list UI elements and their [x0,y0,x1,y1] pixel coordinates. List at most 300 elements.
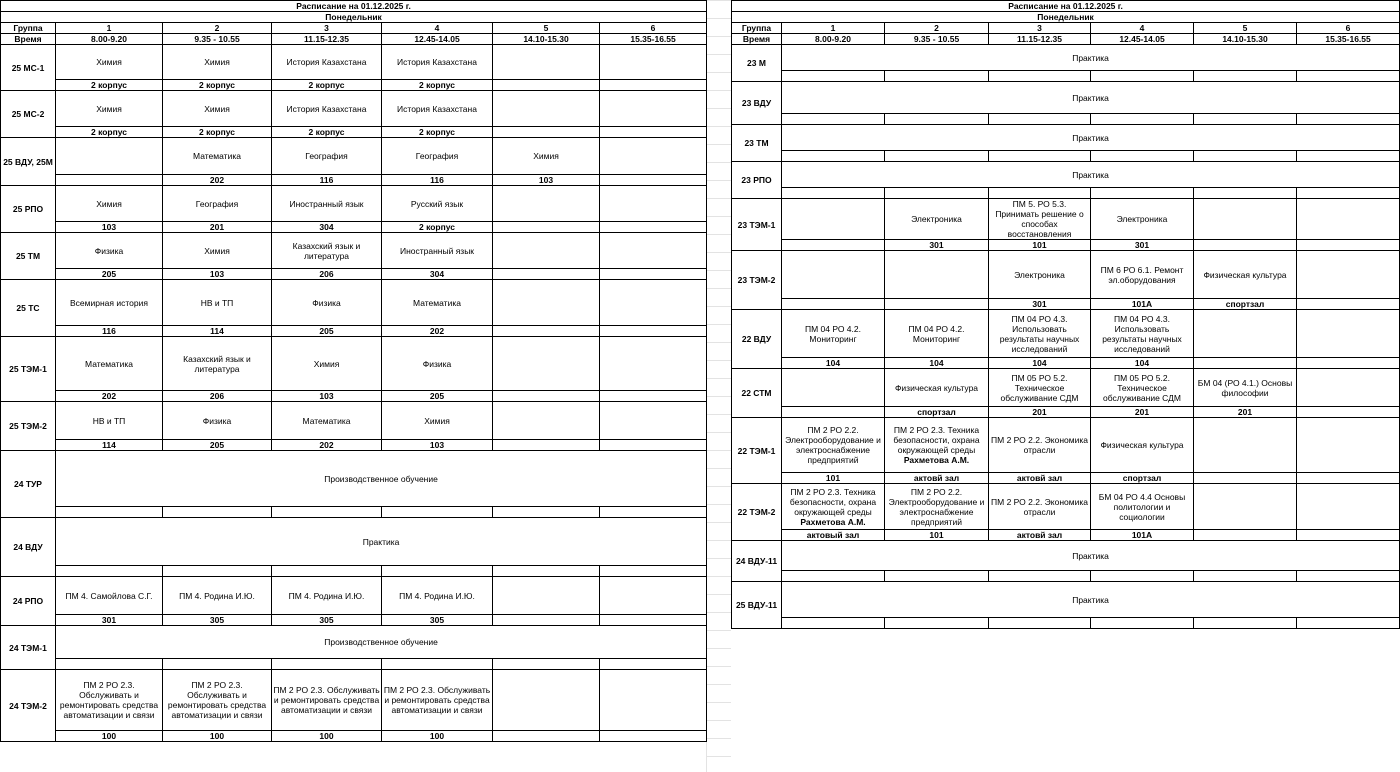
room-cell: 104 [1091,358,1194,369]
subject-text: БМ 04 (РО 4.1.) Основы философии [1197,377,1293,398]
subject-text: БМ 04 РО 4.4 Основы политологии и социологии [1098,491,1186,522]
room-cell [1297,71,1400,82]
subject-text: Химия [96,57,122,67]
room-cell [989,571,1091,582]
subject-cell [989,418,1091,473]
room-cell: 304 [272,222,382,233]
room-cell [382,659,493,670]
subject-cell [1297,251,1400,299]
room-cell: спортзал [1194,299,1297,310]
subject-cell [989,484,1091,530]
group-room-row [732,571,1400,582]
subject-cell [163,45,272,80]
group-room-row [1,222,707,233]
subject-text: Химия [533,151,559,161]
subject-cell [1194,251,1297,299]
room-cell: 2 корпус [382,222,493,233]
room-cell: 305 [272,615,382,626]
room-cell: 2 корпус [272,80,382,91]
room-cell [600,731,707,742]
subject-text: ПМ 04 РО 4.3. Использовать результаты научных исследований [1102,313,1182,354]
group-name: 25 МС-2 [1,91,56,138]
subject-cell [163,138,272,175]
room-cell [989,151,1091,162]
room-cell: 114 [163,326,272,337]
subject-text: ПМ 05 РО 5.2. Техническое обслуживание СДМ [1000,372,1079,403]
subject-cell [1091,369,1194,407]
subject-cell [382,280,493,326]
pair-time: 14.10-15.30 [1194,34,1297,45]
group-room-row [732,151,1400,162]
subject-cell [382,233,493,269]
group-subject-row [1,402,707,440]
room-cell [600,127,707,138]
subject-cell [600,280,707,326]
room-cell [1297,571,1400,582]
room-cell [600,222,707,233]
subject-text: НВ и ТП [92,415,126,426]
subject-text: Физическая культура [1203,269,1287,280]
subject-text: ПМ 4. Родина И.Ю. [179,590,255,601]
day-label: Понедельник [732,12,1400,23]
room-cell [782,618,885,629]
room-cell [1297,240,1400,251]
subject-cell [272,670,382,731]
day-row [1,12,707,23]
subject-text: Химия [313,358,340,369]
room-cell [600,566,707,577]
subject-cell [1297,199,1400,240]
subject-text: Химия [204,103,230,114]
title-row [1,1,707,12]
merged-activity: Практика [782,82,1400,114]
pair-number: 2 [163,23,272,34]
room-cell [493,80,600,91]
subject-text: ПМ 2 РО 2.3. Обслуживать и ремонтировать средства автоматизации и связи [167,680,267,720]
subject-cell [493,233,600,269]
room-cell [885,114,989,125]
room-cell [1091,188,1194,199]
room-cell: 103 [493,175,600,186]
group-subject-row [1,518,707,566]
group-name: 24 ТЭМ-2 [1,670,56,742]
merged-activity: Практика [782,162,1400,188]
subject-cell [600,45,707,80]
subject-cell [1194,484,1297,530]
group-name: 24 ТЭМ-1 [1,626,56,670]
subject-text: География [305,151,348,161]
subject-text: Казахский язык и литература [183,353,251,374]
subject-cell [600,577,707,615]
subject-cell [600,337,707,391]
subject-cell [782,484,885,530]
subject-cell [600,138,707,175]
subject-cell [600,186,707,222]
room-cell [600,80,707,91]
room-cell [782,240,885,251]
room-cell: актовй зал [989,473,1091,484]
group-room-row [1,127,707,138]
group-room-row [1,615,707,626]
room-cell: 201 [1091,407,1194,418]
room-cell [56,659,163,670]
merged-activity: Практика [782,541,1400,571]
group-subject-row [1,670,707,731]
subject-cell [56,577,163,615]
subject-cell [56,670,163,731]
room-cell: 101 [782,473,885,484]
subject-text: Математика [193,151,241,161]
subject-text: ПМ 2 РО 2.2. Экономика отрасли [991,435,1088,455]
group-name: 23 РПО [732,162,782,199]
group-subject-row [732,369,1400,407]
subject-cell [272,45,382,80]
group-name: 23 М [732,45,782,82]
merged-activity: Производственное обучение [56,626,707,659]
subject-text: Электроника [911,214,962,224]
room-cell: актовй зал [885,473,989,484]
subject-text: Физическая культура [1100,440,1184,450]
room-cell: 103 [382,440,493,451]
room-cell: 101 [885,530,989,541]
pair-time: 15.35-16.55 [600,34,707,45]
subject-cell [989,369,1091,407]
pair-time: 8.00-9.20 [782,34,885,45]
room-cell [989,618,1091,629]
room-cell: 205 [56,269,163,280]
group-room-row [1,80,707,91]
room-cell [1091,618,1194,629]
subject-cell [989,310,1091,358]
subject-cell [382,670,493,731]
subject-cell [56,280,163,326]
room-cell [600,615,707,626]
subject-cell [600,233,707,269]
time-row [1,34,707,45]
room-cell [272,566,382,577]
room-cell [989,71,1091,82]
group-subject-row [1,138,707,175]
room-cell: 202 [56,391,163,402]
subject-text: История Казахстана [397,57,477,67]
subject-cell [56,91,163,127]
subject-text: География [195,198,239,209]
room-cell [885,618,989,629]
room-cell: 103 [56,222,163,233]
room-cell [989,114,1091,125]
subject-cell [600,91,707,127]
room-cell: 2 корпус [382,127,493,138]
teacher-name: Рахметова А.М. [800,516,866,527]
subject-text: ПМ 2 РО 2.3. Обслуживать и ремонтировать средства автоматизации и связи [383,685,491,715]
group-room-row [732,188,1400,199]
subject-cell [1297,310,1400,358]
room-cell: 104 [989,358,1091,369]
group-room-row [1,507,707,518]
group-name: 25 МС-1 [1,45,56,91]
subject-text: Математика [85,358,133,369]
room-cell: 304 [382,269,493,280]
subject-cell [1194,199,1297,240]
subject-cell [56,337,163,391]
room-cell [493,222,600,233]
room-cell [1194,358,1297,369]
room-cell: 206 [272,269,382,280]
subject-text: Физика [94,245,124,256]
room-cell [493,391,600,402]
pair-number: 6 [600,23,707,34]
room-cell [1297,618,1400,629]
room-cell [493,326,600,337]
room-cell: 301 [56,615,163,626]
group-subject-row [1,451,707,507]
subject-cell [56,186,163,222]
room-cell [493,440,600,451]
subject-cell [272,233,382,269]
room-cell [272,507,382,518]
subject-text: Математика [302,415,351,426]
room-cell [600,440,707,451]
group-subject-row [1,337,707,391]
subject-text: ПМ 2 РО 2.2. Экономика отрасли [991,496,1088,517]
group-header: Группа [732,23,782,34]
subject-text: Химия [204,245,230,256]
room-cell: спортзал [885,407,989,418]
room-cell: 201 [1194,407,1297,418]
room-cell: 104 [885,358,989,369]
subject-text: Иностранный язык [399,245,475,256]
subject-cell [493,402,600,440]
room-cell [782,114,885,125]
subject-cell [782,199,885,240]
subject-cell [56,45,163,80]
subject-cell [1091,199,1194,240]
group-name: 25 ТМ [1,233,56,280]
room-cell [600,175,707,186]
group-name: 25 ВДУ, 25М [1,138,56,186]
room-cell: 100 [163,731,272,742]
pair-number: 2 [885,23,989,34]
subject-cell [1091,484,1194,530]
subject-text: НВ и ТП [200,297,234,308]
group-room-row [1,566,707,577]
room-cell: спортзал [1091,473,1194,484]
group-room-row [1,175,707,186]
room-cell [1091,571,1194,582]
group-name: 23 ВДУ [732,82,782,125]
group-room-row [1,440,707,451]
subject-cell [163,402,272,440]
group-name: 22 ТЭМ-1 [732,418,782,484]
room-cell [600,659,707,670]
room-cell [885,151,989,162]
room-cell [56,566,163,577]
room-cell [493,731,600,742]
schedule-panel-right [731,0,1399,629]
subject-text: Химия [204,57,230,67]
group-room-row [1,269,707,280]
room-cell [163,507,272,518]
pair-time: 9.35 - 10.55 [163,34,272,45]
room-cell [1297,299,1400,310]
room-cell [493,659,600,670]
pair-time: 14.10-15.30 [493,34,600,45]
pair-number: 6 [1297,23,1400,34]
subject-cell [272,186,382,222]
room-cell [382,507,493,518]
group-name: 22 ВДУ [732,310,782,369]
subject-cell [493,138,600,175]
room-cell: 202 [382,326,493,337]
subject-cell [885,199,989,240]
room-cell [1297,151,1400,162]
pair-time: 9.35 - 10.55 [885,34,989,45]
pair-number: 5 [1194,23,1297,34]
room-cell [782,188,885,199]
room-cell [782,151,885,162]
room-cell: 2 корпус [56,127,163,138]
room-cell: 205 [272,326,382,337]
day-label: Понедельник [1,12,707,23]
group-room-row [732,240,1400,251]
room-cell [272,659,382,670]
room-cell [1194,151,1297,162]
subject-text: Иностранный язык [289,198,364,209]
subject-cell [782,369,885,407]
room-cell [600,391,707,402]
pair-time: 11.15-12.35 [272,34,382,45]
group-subject-row [732,82,1400,114]
group-name: 22 ТЭМ-2 [732,484,782,541]
pair-number: 3 [272,23,382,34]
group-subject-row [732,310,1400,358]
subject-cell [56,138,163,175]
room-cell: 2 корпус [382,80,493,91]
subject-cell [382,577,493,615]
pair-number: 4 [382,23,493,34]
subject-text: Физика [422,358,452,369]
pair-number: 4 [1091,23,1194,34]
room-cell [163,566,272,577]
subject-cell [272,91,382,127]
time-header: Время [1,34,56,45]
room-cell [1297,188,1400,199]
room-cell: 305 [382,615,493,626]
room-cell [493,269,600,280]
room-cell [1194,114,1297,125]
room-cell [1194,530,1297,541]
group-name: 23 ТЭМ-2 [732,251,782,310]
subject-cell [1194,418,1297,473]
group-name: 25 ТС [1,280,56,337]
subject-text: Физика [202,415,232,426]
pair-number-row [732,23,1400,34]
subject-text: ПМ 05 РО 5.2. Техническое обслуживание СДМ [1103,372,1181,403]
group-subject-row [732,251,1400,299]
room-cell [600,326,707,337]
spreadsheet-gap [706,0,731,772]
group-subject-row [1,45,707,80]
room-cell [1194,618,1297,629]
subject-text: Электроника [1116,214,1168,224]
teacher-name: Рахметова А.М. [903,455,970,465]
group-name: 25 РПО [1,186,56,233]
room-cell [885,71,989,82]
pair-time: 12.45-14.05 [1091,34,1194,45]
subject-text: Электроника [1014,269,1065,280]
room-cell [989,188,1091,199]
room-cell [1194,571,1297,582]
subject-cell [782,251,885,299]
room-cell [1194,71,1297,82]
subject-cell [885,418,989,473]
subject-cell [56,233,163,269]
time-header: Время [732,34,782,45]
subject-text: Всемирная история [70,297,148,308]
room-cell [782,71,885,82]
day-row [732,12,1400,23]
pair-number: 3 [989,23,1091,34]
room-cell: 205 [382,391,493,402]
room-cell [1297,530,1400,541]
room-cell [493,507,600,518]
room-cell [1091,71,1194,82]
subject-cell [989,251,1091,299]
group-subject-row [732,45,1400,71]
room-cell [1194,188,1297,199]
subject-cell [600,670,707,731]
room-cell: 100 [382,731,493,742]
subject-cell [163,233,272,269]
subject-text: ПМ 04 РО 4.2. Мониторинг [804,323,861,344]
room-cell: актовй зал [989,530,1091,541]
group-subject-row [1,280,707,326]
subject-cell [782,310,885,358]
group-name: 24 ВДУ-11 [732,541,782,582]
room-cell: 2 корпус [56,80,163,91]
room-cell: 101 [989,240,1091,251]
room-cell [1194,473,1297,484]
room-cell [1194,240,1297,251]
subject-text: Математика [413,297,461,308]
room-cell: 116 [272,175,382,186]
room-cell: 101А [1091,299,1194,310]
room-cell: 103 [272,391,382,402]
subject-text: Русский язык [410,198,464,209]
room-cell: 301 [1091,240,1194,251]
subject-text: ПМ 4. Родина И.Ю. [399,590,475,601]
room-cell [56,507,163,518]
subject-text: ПМ 2 РО 2.3. Техника безопасности, охрана окружающей среды [893,425,980,455]
group-room-row [732,358,1400,369]
room-cell [493,615,600,626]
room-cell [600,507,707,518]
subject-cell [272,577,382,615]
schedule-title: Расписание на 01.12.2025 г. [732,1,1400,12]
schedule-title: Расписание на 01.12.2025 г. [1,1,707,12]
room-cell: 2 корпус [163,127,272,138]
subject-cell [1297,484,1400,530]
subject-cell [272,280,382,326]
group-subject-row [732,199,1400,240]
room-cell: 305 [163,615,272,626]
subject-text: ПМ 4. Родина И.Ю. [288,590,365,601]
subject-cell [163,91,272,127]
group-name: 23 ТЭМ-1 [732,199,782,251]
room-cell: 116 [56,326,163,337]
group-room-row [732,473,1400,484]
subject-cell [782,418,885,473]
